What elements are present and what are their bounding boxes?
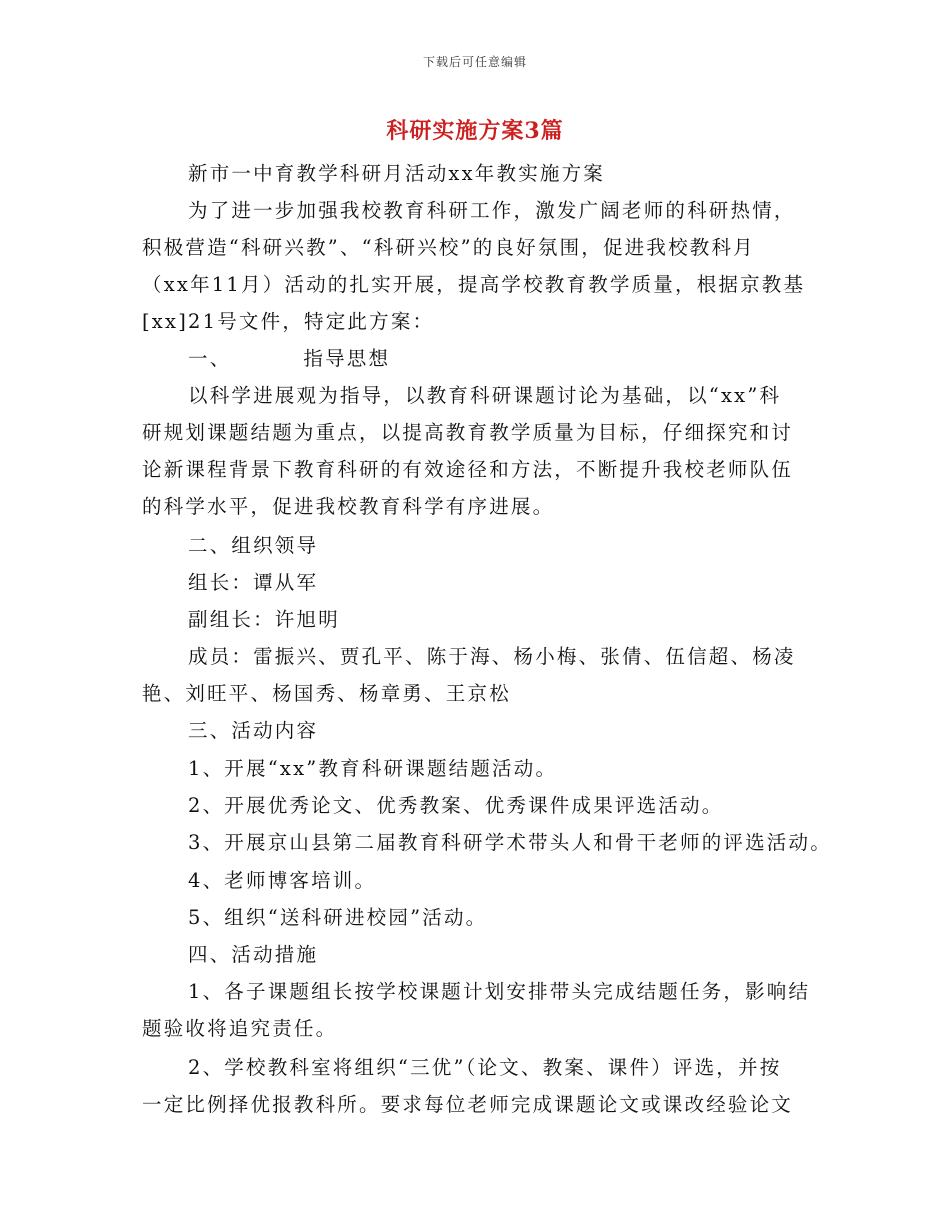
section-heading-4: 四、活动措施 [188,943,319,966]
paragraph-line: 的科学水平，促进我校教育科学有序进展。 [142,495,555,518]
list-item: 副组长：许旭明 [188,608,340,631]
list-item: 组长：谭从军 [188,571,319,594]
paragraph-line: [xx]21号文件，特定此方案： [142,310,435,333]
paragraph-line: 成员：雷振兴、贾孔平、陈于海、杨小梅、张倩、伍信超、杨凌 [188,645,796,668]
section-number: 一、 [188,347,232,370]
paragraph-line: 一定比例择优报教科所。要求每位老师完成课题论文或课改经验论文 [142,1093,794,1116]
list-item: 2、开展优秀论文、优秀教案、优秀课件成果评选活动。 [188,794,724,817]
paragraph-line: 以科学进展观为指导，以教育科研课题讨论为基础，以“xx”科 [188,384,782,407]
paragraph-line: （xx年11月）活动的扎实开展，提高学校教育教学质量，根据京教基 [142,273,806,296]
paragraph-line: 论新课程背景下教育科研的有效途径和方法，不断提升我校老师队伍 [142,458,794,481]
paragraph-line: 为了进一步加强我校教育科研工作，激发广阔老师的科研热情， [188,199,796,222]
paragraph-line: 积极营造“科研兴教”、“科研兴校”的良好氛围，促进我校教科月 [142,236,755,259]
list-item: 3、开展京山县第二届教育科研学术带头人和骨干老师的评选活动。 [188,831,832,854]
section-title: 指导思想 [303,347,391,370]
paragraph-line: 题验收将追究责任。 [142,1017,338,1040]
section-heading-3: 三、活动内容 [188,719,319,742]
subtitle-line: 新市一中育教学科研月活动xx年教实施方案 [188,162,605,185]
section-heading-2: 二、组织领导 [188,534,319,557]
paragraph-line: 1、各子课题组长按学校课题计划安排带头完成结题任务，影响结 [188,980,811,1003]
header-note: 下载后可任意编辑 [422,55,527,69]
list-item: 4、老师博客培训。 [188,869,377,892]
list-item: 5、组织“送科研进校园”活动。 [188,906,488,929]
document-title: 科研实施方案3篇 [386,118,564,144]
section-heading-1 [188,347,390,371]
paragraph-line: 艳、刘旺平、杨国秀、杨章勇、王京松 [142,682,511,705]
paragraph-line: 研规划课题结题为重点，以提高教育教学质量为目标，仔细探究和讨 [142,421,794,444]
paragraph-line: 2、学校教科室将组织“三优”（论文、教案、课件）评选，并按 [188,1056,782,1079]
list-item: 1、开展“xx”教育科研课题结题活动。 [188,757,558,780]
